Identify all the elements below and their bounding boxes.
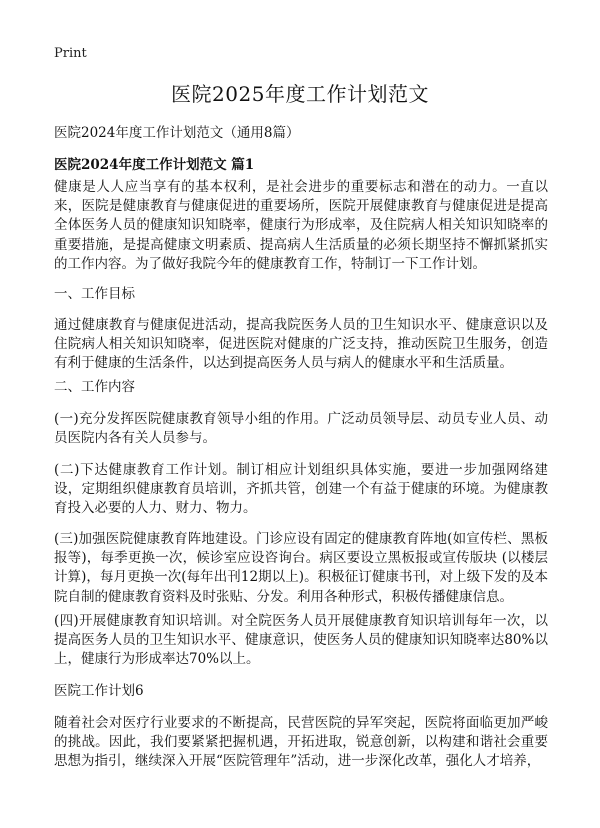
content-heading: 二、工作内容 xyxy=(54,379,135,395)
plan6-paragraph: 随着社会对医疗行业要求的不断提高，民营医院的异军突起，医院将面临更加严峻的挑战。因此，我们要紧紧把握机遇，开拓进取，锐意创新，以构建和谐社会重要思想为指引，继续深入开展“医院管理年”活动，进一步深化改革，强化人才培养， xyxy=(54,715,548,770)
section-heading: 医院2024年度工作计划范文 篇1 xyxy=(54,157,255,173)
content-item-3: (三)加强医院健康教育阵地建设。门诊应设有固定的健康教育阵地(如宣传栏、黑板报等)，每季更换一次，候诊室应设咨询台。病区要设立黑板报或宣传版块 (以楼层计算)，每月更换一次(每年出刊12期以上)。积极征订健康书刊，对上级下发的及本院自制的健康教育资料及时张贴、分发。利用各种形式，积极传播健康信息。 xyxy=(54,531,548,605)
plan6-heading: 医院工作计划6 xyxy=(54,683,144,699)
goal-heading: 一、工作目标 xyxy=(54,286,135,302)
content-item-1: (一)充分发挥医院健康教育领导小组的作用。广泛动员领导层、动员专业人员、动员医院内各有关人员参与。 xyxy=(54,411,548,447)
goal-paragraph: 通过健康教育与健康促进活动，提高我院医务人员的卫生知识水平、健康意识以及住院病人相关知识知晓率，促进医院对健康的广泛支持，推动医院卫生服务，创造有利于健康的生活条件，以达到提高医务人员与病人的健康水平和生活质量。 xyxy=(54,317,548,372)
document-subtitle: 医院2024年度工作计划范文（通用8篇） xyxy=(54,125,300,141)
print-link[interactable]: Print xyxy=(54,46,87,61)
page-title: 医院2025年度工作计划范文 xyxy=(171,82,429,106)
content-item-4: (四)开展健康教育知识培训。对全院医务人员开展健康教育知识培训每年一次，以提高医务人员的卫生知识水平、健康意识，使医务人员的健康知识知晓率达80%以上，健康行为形成率达70%以上。 xyxy=(54,613,548,668)
content-item-2: (二)下达健康教育工作计划。制订相应计划组织具体实施，要进一步加强网络建设，定期组织健康教育员培训，齐抓共管，创建一个有益于健康的环境。为健康教育投入必要的人力、财力、物力。 xyxy=(54,462,548,517)
intro-paragraph: 健康是人人应当享有的基本权利，是社会进步的重要标志和潜在的动力。一直以来，医院是健康教育与健康促进的重要场所，医院开展健康教育与健康促进是提高全体医务人员的健康知识知晓率，健康行为形成率，及住院病人相关知识知晓率的重要措施，是提高健康文明素质、提高病人生活质量的必须长期坚持不懈抓紧抓实的工作内容。为了做好我院今年的健康教育工作，特制订一下工作计划。 xyxy=(54,179,548,272)
